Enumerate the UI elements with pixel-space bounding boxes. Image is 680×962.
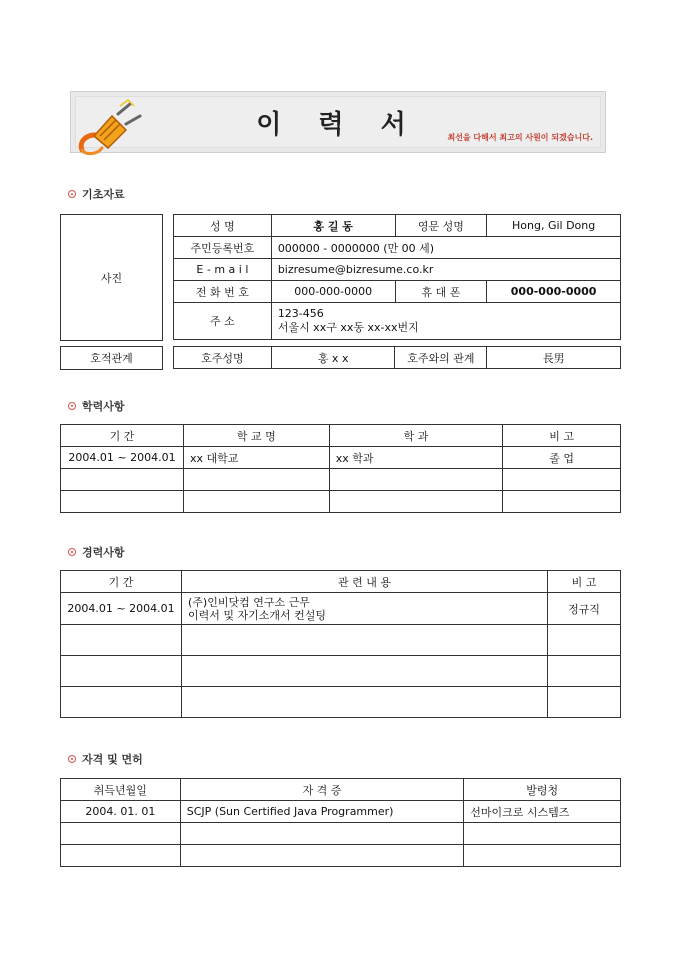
edu-cell-period: 2004.01 ~ 2004.01 (61, 447, 184, 469)
section-license-label: 자격 및 면허 (82, 753, 143, 766)
license-header-date: 취득년월일 (61, 779, 181, 801)
career-content-line1: (주)인비닷컴 연구소 근무 (187, 595, 310, 609)
education-table (60, 424, 621, 513)
edu-header-period: 기 간 (61, 425, 184, 447)
address-cell (271, 303, 620, 340)
table-row (61, 823, 621, 845)
license-cell-cert (180, 845, 464, 867)
career-cell-period (61, 625, 182, 656)
table-row (61, 687, 621, 718)
section-title-career (68, 544, 125, 560)
page-title: 이 력 서 (256, 110, 420, 140)
mobile-value: 000-000-0000 (487, 281, 621, 303)
head-name-value: 홍 x x (271, 347, 395, 369)
edu-cell-period (61, 469, 184, 491)
mobile-label: 휴 대 폰 (395, 281, 487, 303)
career-cell-note (548, 625, 621, 656)
career-content-line2: 이력서 및 자기소개서 컨설팅 (187, 608, 326, 622)
relation-value: 長男 (487, 347, 621, 369)
name-value: 홍 길 동 (271, 215, 395, 237)
bullet-icon (68, 755, 76, 763)
license-cell-cert (180, 823, 464, 845)
license-cell-date (61, 823, 181, 845)
section-title-basic (68, 186, 125, 202)
section-career-label: 경력사항 (82, 546, 125, 559)
edu-cell-note (503, 491, 621, 513)
bullet-icon (68, 190, 76, 198)
section-basic-label: 기초자료 (82, 188, 125, 201)
phone-label: 전 화 번 호 (174, 281, 272, 303)
table-row (174, 303, 621, 340)
photo-box (60, 214, 163, 341)
family-table (173, 346, 621, 369)
address-value: 서울시 xx구 xx동 xx-xx번지 (277, 321, 419, 334)
family-label: 호적관계 (90, 352, 133, 365)
table-row (174, 281, 621, 303)
table-row (174, 237, 621, 259)
edu-header-note: 비 고 (503, 425, 621, 447)
career-cell-period (61, 656, 182, 687)
table-row (61, 801, 621, 823)
photo-label: 사진 (100, 271, 123, 285)
table-row (61, 593, 621, 625)
email-label: E - m a i l (174, 259, 272, 281)
license-cell-date (61, 845, 181, 867)
table-header-row (61, 425, 621, 447)
license-table (60, 778, 621, 867)
rrn-value: 000000 - 0000000 (만 00 세) (271, 237, 620, 259)
career-cell-period: 2004.01 ~ 2004.01 (61, 593, 182, 625)
edu-cell-note (503, 469, 621, 491)
head-name-label: 호주성명 (174, 347, 272, 369)
license-header-issuer: 발령청 (464, 779, 621, 801)
edu-header-major: 학 과 (329, 425, 503, 447)
career-cell-note: 정규직 (548, 593, 621, 625)
table-row (61, 845, 621, 867)
table-row (174, 347, 621, 369)
family-label-box (60, 346, 163, 370)
career-table (60, 570, 621, 718)
table-header-row (61, 571, 621, 593)
edu-header-school: 학 교 명 (183, 425, 329, 447)
table-row (61, 656, 621, 687)
relation-label: 호주와의 관계 (395, 347, 487, 369)
address-label: 주 소 (174, 303, 272, 340)
edu-cell-note: 졸 업 (503, 447, 621, 469)
address-zip: 123-456 (277, 307, 324, 320)
banner-slogan: 최선을 다해서 최고의 사원이 되겠습니다. (447, 133, 593, 142)
rrn-label: 주민등록번호 (174, 237, 272, 259)
license-cell-date: 2004. 01. 01 (61, 801, 181, 823)
section-education-label: 학력사항 (82, 400, 125, 413)
edu-cell-major (329, 491, 503, 513)
license-cell-issuer (464, 823, 621, 845)
edu-cell-period (61, 491, 184, 513)
email-value: bizresume@bizresume.co.kr (271, 259, 620, 281)
table-row (174, 215, 621, 237)
career-cell-content (181, 593, 547, 625)
phone-value: 000-000-0000 (271, 281, 395, 303)
license-cell-issuer: 선마이크로 시스템즈 (464, 801, 621, 823)
career-cell-period (61, 687, 182, 718)
edu-cell-major: xx 학과 (329, 447, 503, 469)
section-title-license (68, 751, 143, 767)
section-title-education (68, 398, 125, 414)
table-row (61, 469, 621, 491)
plug-logo-icon (76, 96, 146, 160)
table-row (61, 447, 621, 469)
edu-cell-school (183, 491, 329, 513)
edu-cell-school (183, 469, 329, 491)
name-label: 성 명 (174, 215, 272, 237)
table-row (61, 491, 621, 513)
license-cell-cert: SCJP (Sun Certified Java Programmer) (180, 801, 464, 823)
career-cell-note (548, 687, 621, 718)
eng-name-label: 영문 성명 (395, 215, 487, 237)
table-row (174, 259, 621, 281)
edu-cell-school: xx 대학교 (183, 447, 329, 469)
career-header-period: 기 간 (61, 571, 182, 593)
career-header-note: 비 고 (548, 571, 621, 593)
career-header-content: 관 련 내 용 (181, 571, 547, 593)
basic-info-table (173, 214, 621, 340)
bullet-icon (68, 548, 76, 556)
title-banner (70, 91, 606, 153)
career-cell-content (181, 687, 547, 718)
career-cell-note (548, 656, 621, 687)
career-cell-content (181, 656, 547, 687)
table-row (61, 625, 621, 656)
bullet-icon (68, 402, 76, 410)
career-cell-content (181, 625, 547, 656)
edu-cell-major (329, 469, 503, 491)
table-header-row (61, 779, 621, 801)
license-header-cert: 자 격 증 (180, 779, 464, 801)
eng-name-value: Hong, Gil Dong (487, 215, 621, 237)
license-cell-issuer (464, 845, 621, 867)
